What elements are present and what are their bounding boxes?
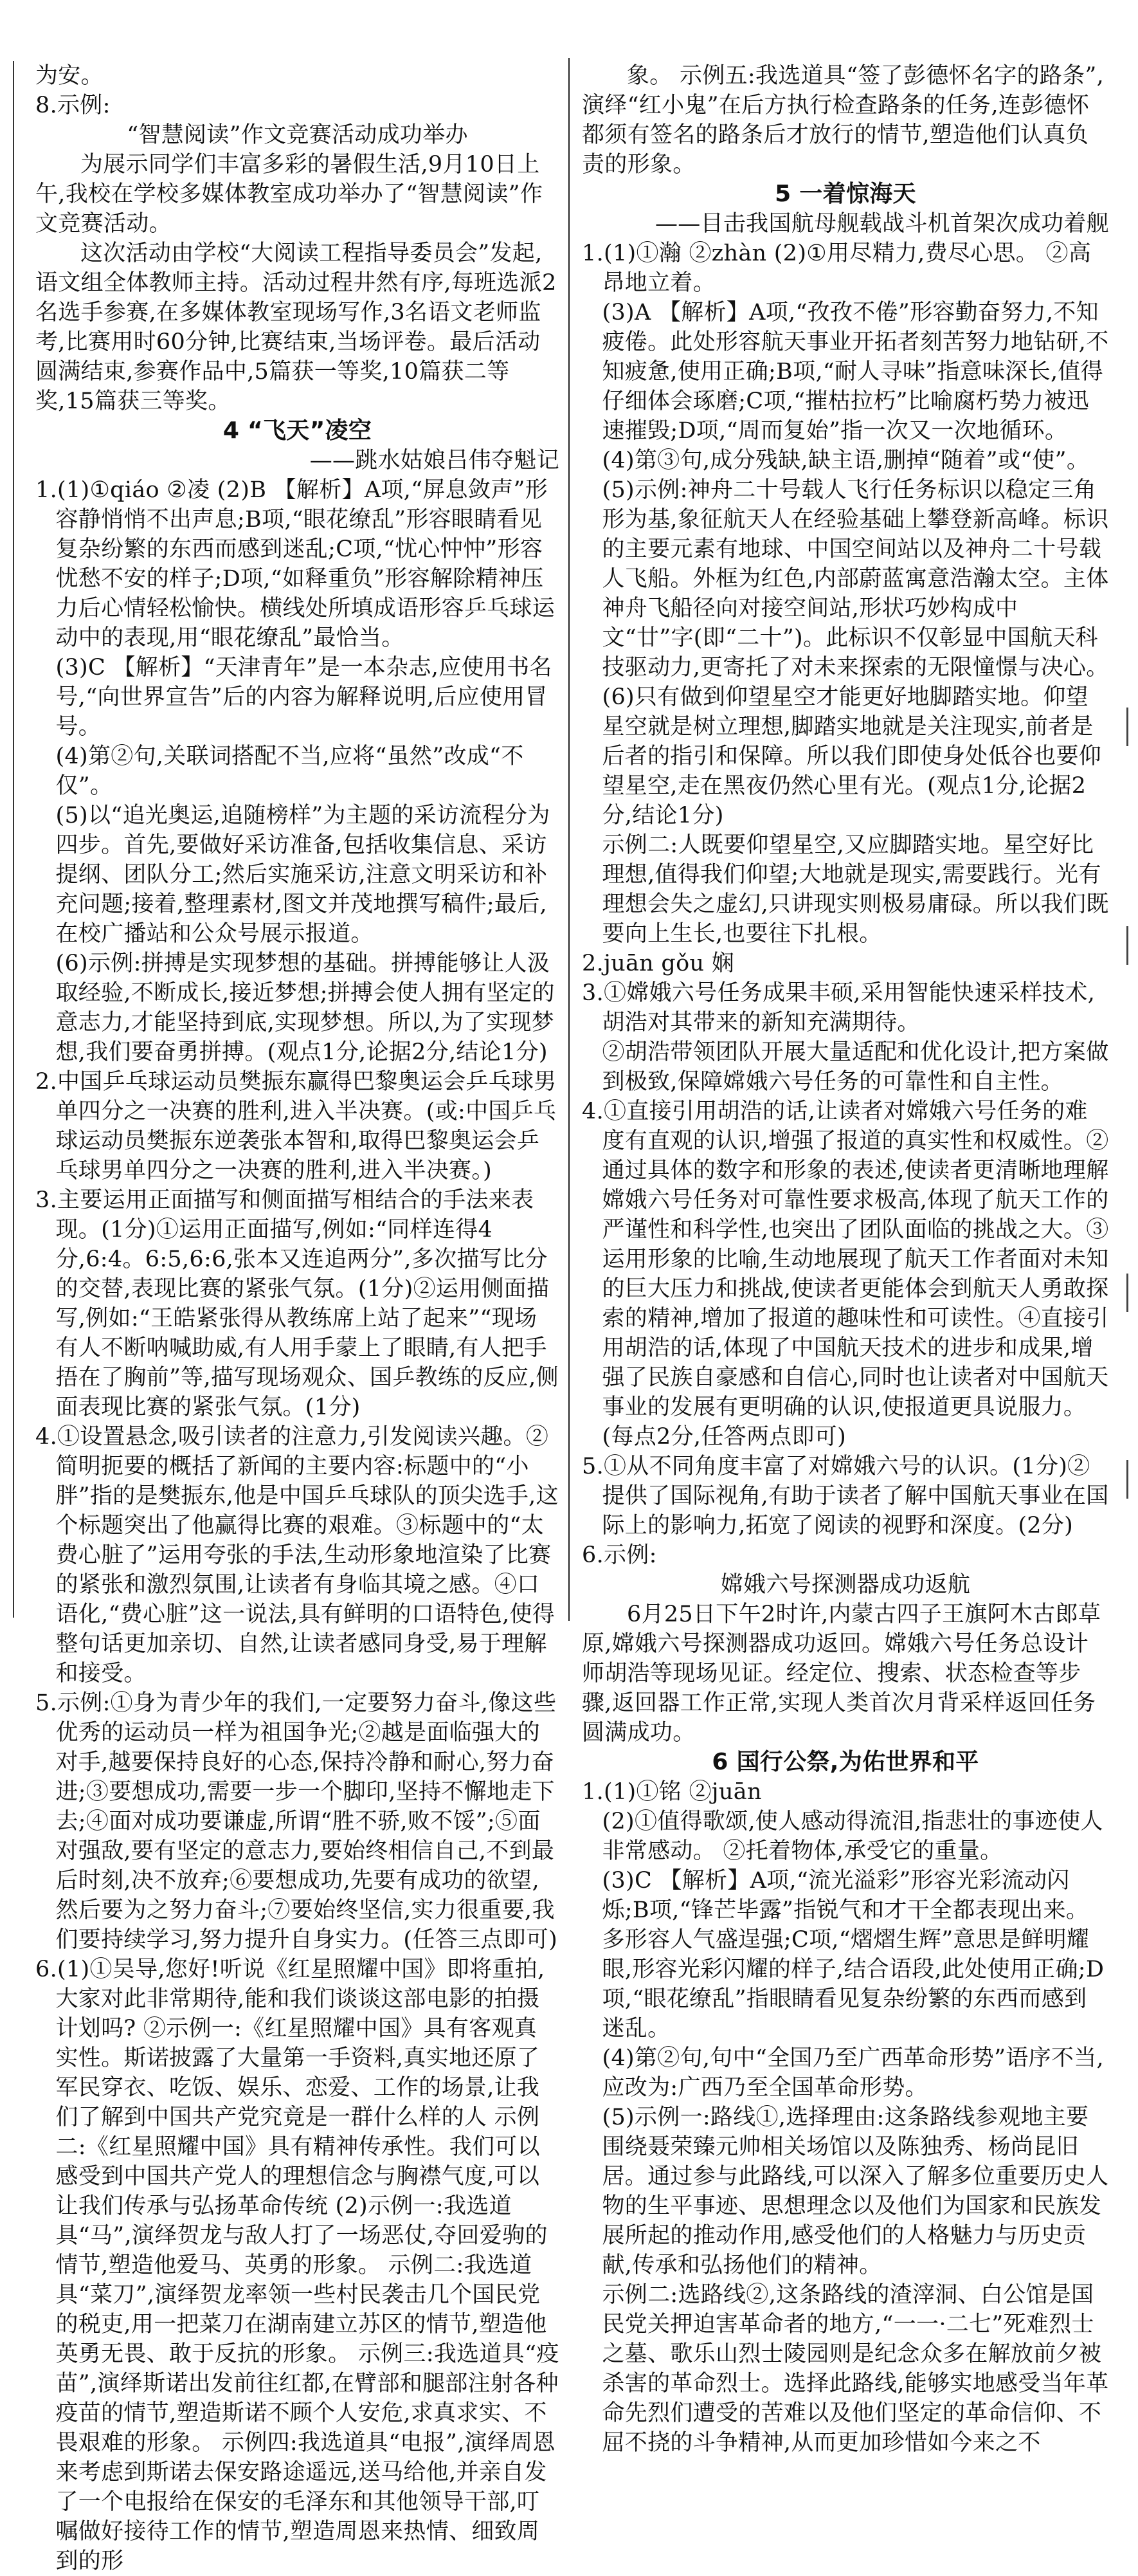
- answer-paragraph: (5)示例一:路线①,选择理由:这条路线参观地主要围绕聂荣臻元帅相关场馆以及陈独秀、杨尚昆旧居。通过参与此路线,可以深入了解多位重要历史人物的生平事迹、思想理念以及他们为国家和民族发展所起的推动作用,感受他们的人格魅力与历史贡献,传承和弘扬他们的精神。: [602, 2105, 1109, 2278]
- answer-paragraph: (6)示例:拼搏是实现梦想的基础。拼搏能够让人汲取经验,不断成长,接近梦想;拼搏会使人拥有坚定的意志力,才能坚持到底,实现梦想。所以,为了实现梦想,我们要奋勇拼搏。(观点1分,论据2分,结论1分): [55, 951, 555, 1065]
- answer-paragraph: 6.(1)①吴导,您好!听说《红星照耀中国》即将重拍,大家对此非常期待,能和我们谈谈这部电影的拍摄计划吗? ②示例一:《红星照耀中国》具有客观真实性。斯诺披露了大量第一手资料,真实地还原了军民穿衣、吃饭、娱乐、恋爱、工作的场景,让我们了解到中国共产党究竟是一群什么样的人 示例二:《红星照耀中国》具有精神传承性。我们可以感受到中国共产党人的理想信念与胸襟气度,可以让我们传承与弘扬革命传统 (2)示例一:我选道具“马”,演绎贺龙与敌人打了一场恶仗,夺回爱驹的情节,塑造他爱马、英勇的形象。 示例二:我选道具“菜刀”,演绎贺龙率领一些村民袭击几个国民党的税吏,用一把菜刀在湖南建立苏区的情节,塑造他英勇无畏、敢于反抗的形象。 示例三:我选道具“疫苗”,演绎斯诺出发前往红都,在臂部和腿部注射各种疫苗的情节,塑造斯诺不顾个人安危,求真求实、不畏艰难的形象。 示例四:我选道具“电报”,演绎周恩来考虑到斯诺去保安路途遥远,送马给他,并亲自发了一个电报给在保安的毛泽东和其他领导干部,叮嘱做好接待工作的情节,塑造周恩来热情、细致周到的形: [35, 1957, 559, 2574]
- answer-paragraph: 2.中国乒乓球运动员樊振东赢得巴黎奥运会乒乓球男单四分之一决赛的胜利,进入半决赛。(或:中国乒乓球运动员樊振东逆袭张本智和,取得巴黎奥运会乒乓球男单四分之一决赛的胜利,进入半决赛。): [35, 1069, 557, 1183]
- answer-paragraph: (5)示例:神舟二十号载人飞行任务标识以稳定三角形为基,象征航天人在经验基础上攀登新高峰。标识的主要元素有地球、中国空间站以及神舟二十号载人飞船。外框为红色,内部蔚蓝寓意浩瀚太空。主体神舟飞船径向对接空间站,形状巧妙构成中文“廿”字(即“二十”)。此标识不仅彰显中国航天科技驱动力,更寄托了对未来探索的无限憧憬与决心。: [602, 477, 1109, 681]
- answer-paragraph: 1.(1)①瀚 ②zhàn (2)①用尽精力,费尽心思。 ②高昂地立着。: [582, 241, 1092, 296]
- section-subtitle: ——目击我国航母舰载战斗机首架次成功着舰: [655, 211, 1109, 237]
- left-column: [35, 61, 559, 2574]
- answer-paragraph: (2)①值得歌颂,使人感动得流泪,指悲壮的事迹使人非常感动。 ②托着物体,承受它的重量。: [602, 1809, 1103, 1864]
- answer-paragraph: 5.①从不同角度丰富了对嫦娥六号的认识。(1分)②提供了国际视角,有助于读者了解中国航天事业在国际上的影响力,拓宽了阅读的视野和深度。(2分): [582, 1454, 1109, 1539]
- answer-paragraph: (4)第②句,句中“全国乃至广西革命形势”语序不当,应改为:广西乃至全国革命形势。: [602, 2045, 1104, 2101]
- answer-paragraph: ②胡浩带领团队开展大量适配和优化设计,把方案做到极致,保障嫦娥六号任务的可靠性和自主性。: [602, 1039, 1109, 1095]
- answer-paragraph: 3.主要运用正面描写和侧面描写相结合的手法来表现。(1分)①运用正面描写,例如:“同样连得4分,6:4。6:5,6:6,张本又连追两分”,多次描写比分的交替,表现比赛的紧张气氛。(1分)②运用侧面描写,例如:“王皓紧张得从教练席上站了起来”“现场有人不断呐喊助威,有人用手蒙上了眼睛,有人把手捂在了胸前”等,描写现场观众、国乒教练的反应,侧面表现比赛的紧张气氛。(1分): [35, 1187, 559, 1420]
- answer-paragraph: 8.示例:: [35, 93, 111, 118]
- edge-mark: [1126, 1274, 1128, 1312]
- edge-mark: [1126, 708, 1128, 746]
- column-divider: [568, 58, 570, 1621]
- answer-paragraph: (4)第②句,关联词搭配不当,应将“虽然”改成“不仅”。: [55, 744, 524, 799]
- answer-paragraph: 4.①设置悬念,吸引读者的注意力,引发阅读兴趣。②简明扼要的概括了新闻的主要内容:标题中的“小胖”指的是樊振东,他是中国乒乓球队的顶尖选手,这个标题突出了他赢得比赛的艰难。③标题中的“太费心脏了”运用夸张的手法,生动形象地渲染了比赛的紧张和激烈氛围,让读者有身临其境之感。④口语化,“费心脏”这一说法,具有鲜明的口语特色,使得整句话更加亲切、自然,让读者感同身受,易于理解和接受。: [35, 1424, 559, 1686]
- answer-paragraph: 示例二:人既要仰望星空,又应脚踏实地。星空好比理想,值得我们仰望;大地就是现实,需要践行。光有理想会失之虚幻,只讲现实则极易庸碌。所以我们既要向上生长,也要往下扎根。: [602, 832, 1109, 947]
- answer-paragraph: 5.示例:①身为青少年的我们,一定要努力奋斗,像这些优秀的运动员一样为祖国争光;②越是面临强大的对手,越要保持良好的心态,保持冷静和耐心,努力奋进;③要想成功,需要一步一个脚印,坚持不懈地走下去;④面对成功要谦虚,所谓“胜不骄,败不馁”;⑤面对强敌,要有坚定的意志力,要始终相信自己,不到最后时刻,决不放弃;⑥要想成功,先要有成功的欲望,然后要为之努力奋斗;⑦要始终坚信,实力很重要,我们要持续学习,努力提升自身实力。(任答三点即可): [35, 1690, 558, 1953]
- answer-paragraph: 6月25日下午2时许,内蒙古四子王旗阿木古郎草原,嫦娥六号探测器成功返回。嫦娥六号任务总设计师胡浩等现场见证。经定位、搜索、状态检查等步骤,返回器工作正常,实现人类首次月背采样返回任务圆满成功。: [582, 1602, 1101, 1746]
- answer-paragraph: 1.(1)①铭 ②juān: [582, 1779, 762, 1805]
- edge-mark: [1126, 1460, 1128, 1499]
- answer-paragraph: (6)只有做到仰望星空才能更好地脚踏实地。仰望星空就是树立理想,脚踏实地就是关注现实,前者是后者的指引和保障。所以我们即使身处低谷也要仰望星空,走在黑夜仍然心里有光。(观点1分,论据2分,结论1分): [602, 684, 1102, 828]
- answer-paragraph: 为展示同学们丰富多彩的暑假生活,9月10日上午,我校在学校多媒体教室成功举办了“智慧阅读”作文竞赛活动。: [35, 152, 543, 237]
- answer-paragraph: 4.①直接引用胡浩的话,让读者对嫦娥六号任务的难度有直观的认识,增强了报道的真实性和权威性。②通过具体的数字和形象的表述,使读者更清晰地理解嫦娥六号任务对可靠性要求极高,体现了航天工作的严谨性和科学性,也突出了团队面临的挑战之大。③运用形象的比喻,生动地展现了航天工作者面对未知的巨大压力和挑战,使读者更能体会到航天人勇敢探索的精神,增加了报道的趣味性和可读性。④直接引用胡浩的话,体现了中国航天技术的进步和成果,增强了民族自豪感和自信心,同时也让读者对中国航天事业的发展有更明确的认识,使报道更具说服力。(每点2分,任答两点即可): [582, 1099, 1109, 1450]
- section-title: 4 “飞天”凌空: [222, 417, 372, 444]
- answer-paragraph: 示例二:选路线②,这条路线的渣滓洞、白公馆是国民党关押迫害革命者的地方,“一一·二七”死难烈士之墓、歌乐山烈士陵园则是纪念众多在解放前夕被杀害的革命烈士。选择此路线,能够实地感受当年革命先烈们遭受的苦难以及他们坚定的革命信仰、不屈不挠的斗争精神,从而更加珍惜如今来之不: [602, 2282, 1109, 2456]
- answer-paragraph: 嫦娥六号探测器成功返航: [720, 1572, 971, 1598]
- answer-paragraph: 这次活动由学校“大阅读工程指导委员会”发起,语文组全体教师主持。活动过程井然有序,每班选派2名选手参赛,在多媒体教室现场写作,3名语文老师监考,比赛用时60分钟,比赛结束,当场评卷。最后活动圆满结束,参赛作品中,5篇获一等奖,10篇获二等奖,15篇获三等奖。: [35, 241, 557, 414]
- edge-mark: [1126, 926, 1128, 965]
- right-column: [582, 61, 1109, 2456]
- left-margin-rule: [13, 61, 14, 1618]
- answer-paragraph: 2.juān gǒu 娴: [582, 951, 735, 976]
- answer-paragraph: (3)C 【解析】“天津青年”是一本杂志,应使用书名号,“向世界宣告”后的内容为解释说明,后应使用冒号。: [55, 655, 552, 740]
- answer-paragraph: (4)第③句,成分残缺,缺主语,删掉“随着”或“使”。: [602, 448, 1090, 473]
- section-title: 6 国行公祭,为佑世界和平: [712, 1749, 979, 1775]
- answer-paragraph: “智慧阅读”作文竞赛活动成功举办: [127, 122, 468, 148]
- answer-paragraph: (5)以“追光奥运,追随榜样”为主题的采访流程分为四步。首先,要做好采访准备,包括收集信息、采访提纲、团队分工;然后实施采访,注意文明采访和补充问题;接着,整理素材,图文并茂地撰写稿件;最后,在校广播站和公众号展示报道。: [55, 803, 550, 947]
- answer-paragraph: 3.①嫦娥六号任务成果丰硕,采用智能快速采样技术,胡浩对其带来的新知充满期待。: [582, 980, 1096, 1036]
- answer-paragraph: (3)A 【解析】A项,“孜孜不倦”形容勤奋努力,不知疲倦。此处形容航天事业开拓者刻苦努力地钻研,不知疲惫,使用正确;B项,“耐人寻味”指意味深长,值得仔细体会琢磨;C项,“摧枯拉朽”比喻腐朽势力被迅速摧毁;D项,“周而复始”指一次又一次地循环。: [602, 300, 1109, 444]
- answer-paragraph: 1.(1)①qiáo ②凌 (2)B 【解析】A项,“屏息敛声”形容静悄悄不出声息;B项,“眼花缭乱”形容眼睛看见复杂纷繁的东西而感到迷乱;C项,“忧心忡忡”形容忧愁不安的样子;D项,“如释重负”形容解除精神压力后心情轻松愉快。横线处所填成语形容乒乓球运动中的表现,用“眼花缭乱”最恰当。: [35, 477, 555, 651]
- answer-paragraph: 6.示例:: [582, 1542, 657, 1568]
- answer-paragraph: 象。 示例五:我选道具“签了彭德怀名字的路条”,演绎“红小鬼”在后方执行检查路条的任务,连彭德怀都须有签名的路条后才放行的情节,塑造他们认真负责的形象。: [582, 63, 1105, 178]
- answer-paragraph: (3)C 【解析】A项,“流光溢彩”形容光彩流动闪烁;B项,“锋芒毕露”指锐气和才干全都表现出来。多形容人气盛逞强;C项,“熠熠生辉”意思是鲜明耀眼,形容光彩闪耀的样子,结合语段,此处使用正确;D项,“眼花缭乱”指眼睛看见复杂纷繁的东西而感到迷乱。: [602, 1868, 1105, 2042]
- section-subtitle: ——跳水姑娘吕伟夺魁记: [309, 448, 559, 473]
- answer-paragraph: 为安。: [35, 63, 104, 89]
- section-title: 5 一着惊海天: [775, 181, 916, 207]
